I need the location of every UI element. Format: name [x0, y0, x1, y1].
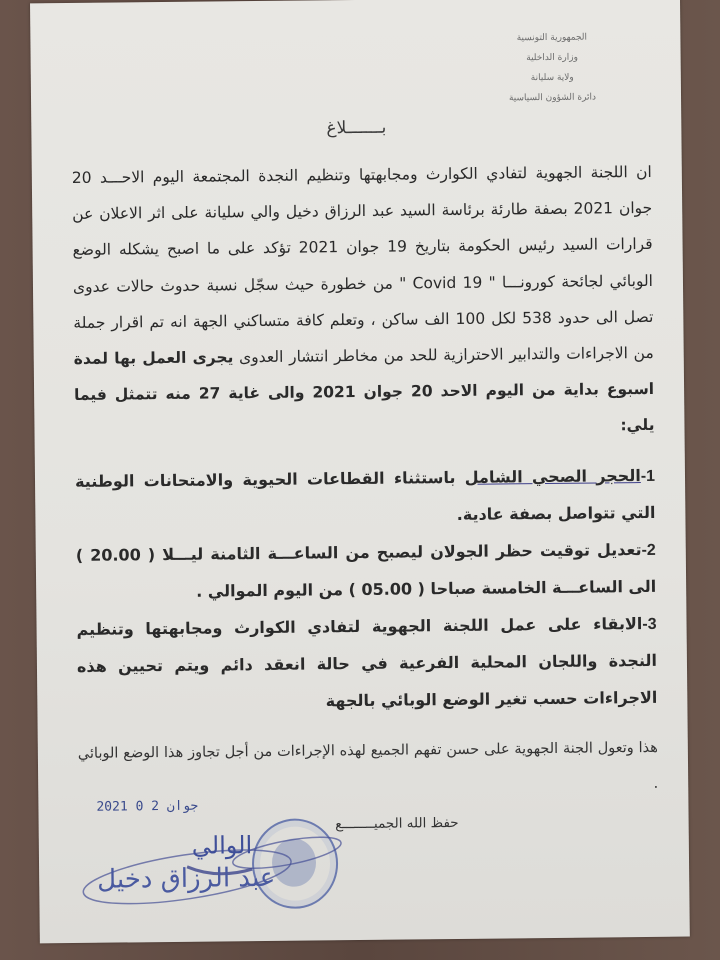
- measure-number: 2-: [641, 541, 656, 559]
- measure-number: 1-: [640, 467, 656, 485]
- measure-text: تعديل توقيت حظر الجولان ليصبح من الساعـــة الثامنة ليـــلا ( 20.00 ) الى الساعـــة الخامسة صباحا ( 05.00 ) من اليوم الموالي .: [75, 539, 657, 601]
- document-page: [30, 0, 690, 943]
- measure-number: 3-: [642, 615, 657, 633]
- farewell-line: حفظ الله الجميــــــــع: [335, 814, 459, 833]
- signature-title: الوالي: [191, 831, 253, 860]
- measure-text: الابقاء على عمل اللجنة الجهوية لتفادي الكوارث ومجابهتها وتنظيم النجدة واللجان المحلية الفرعية في حالة انعقد دائم ويتم تحيين هذه الاجراءات حسب تغير الوضع الوبائي بالجهة: [76, 613, 658, 710]
- letterhead: [508, 27, 596, 108]
- signature-name: عبد الرزاق دخيل: [97, 862, 276, 895]
- intro-paragraph: [72, 154, 655, 450]
- letterhead-line-republic: الجمهورية التونسية: [516, 32, 588, 44]
- measure-item-2: [76, 532, 657, 612]
- letterhead-line-ministry: وزارة الداخلية: [526, 52, 578, 64]
- date-stamp: 2021 جوان 2 0: [96, 798, 199, 815]
- closing-paragraph: هذا وتعول الجنة الجهوية على حسن تفهم الجميع لهذه الإجراءات من أجل تجاوز هذا الوضع الوبائي .: [77, 739, 659, 793]
- letterhead-line-department: دائرة الشؤون السياسية: [508, 92, 597, 104]
- letterhead-line-governorate: ولاية سليانة: [530, 72, 574, 84]
- document-title: بـــــــلاغ: [326, 117, 387, 139]
- intro-bold-text: يجرى العمل بها لمدة اسبوع بداية من اليوم الاحد 20 جوان 2021 والى غاية 27 منه تتمثل فيما يلي:: [73, 348, 655, 435]
- measure-item-1: [75, 458, 656, 538]
- measure-text: باستثناء القطاعات الحيوية والامتحانات الوطنية التي تتواصل بصفة عادية.: [74, 467, 656, 525]
- measure-item-3: [76, 606, 657, 723]
- measure-underlined-text: الحجر الصحي الشامل: [464, 465, 641, 487]
- signature-block: [77, 830, 348, 918]
- intro-text: ان اللجنة الجهوية لتفادي الكوارث ومجابهتها وتنظيم النجدة المجتمعة اليوم الاحـــد 20 جوان 2021 بصفة طارئة برئاسة السيد عبد الرزاق دخيل والي سليانة على اثر الاعلان عن قرارات السيد رئيس الحكومة بتاريخ 19 جوان 2021 تؤكد على ما اصبح يشكله الوضع الوبائي لجائحة كورونـــا " Covid 19 " من خطورة حيث سجّل نسبة حدوث حالات عدوى تصل الى حدود 538 لكل 100 الف ساكن ، وتعلم كافة متساكني الجهة انه تم اقرار جملة من الاجراءات والتدابير الاحترازية للحد من مخاطر انتشار العدوى: [71, 162, 654, 367]
- document-body: [72, 154, 659, 808]
